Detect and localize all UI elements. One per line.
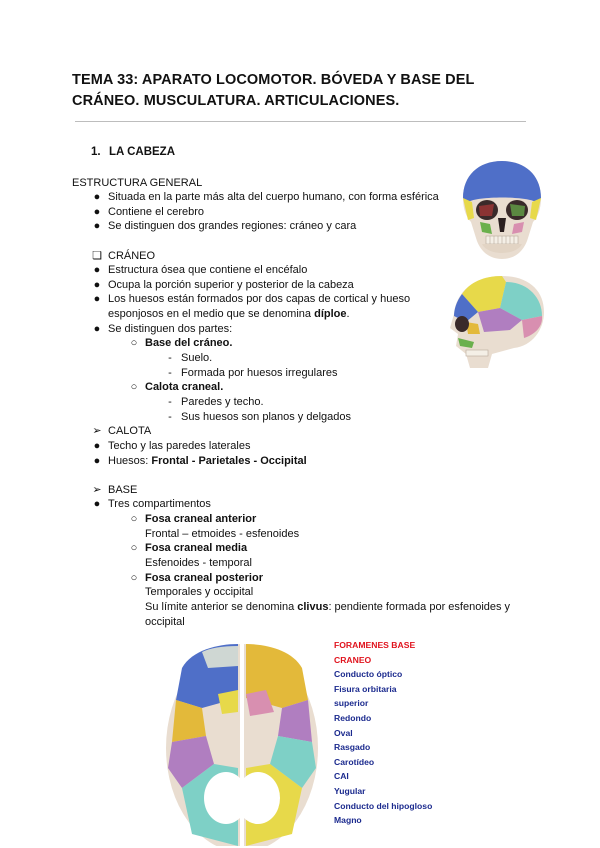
list-item: ● Situada en la parte más alta del cuerpo humano, con forma esférica	[108, 190, 439, 205]
list-item: ● Estructura ósea que contiene el encéfalo	[108, 263, 307, 278]
sub-item-calota: ○ Calota craneal.	[145, 380, 223, 395]
divider	[75, 121, 526, 122]
section-heading	[91, 146, 175, 158]
circle-bullet-icon: ○	[130, 337, 138, 349]
legend-item: Redondo	[334, 712, 372, 723]
legend-item: Fisura orbitaria	[334, 683, 397, 694]
dash-item: - Suelo.	[181, 351, 212, 366]
craneo-heading: ❏ CRÁNEO	[108, 249, 155, 264]
legend-item: Conducto del hipogloso	[334, 800, 433, 811]
dash-item: - Formada por huesos irregulares	[181, 366, 338, 381]
bullet-icon: ●	[93, 498, 101, 510]
list-item: ● Se distinguen dos grandes regiones: cráneo y cara	[108, 219, 356, 234]
legend-heading: CRANEO	[334, 654, 372, 665]
dash-item: - Sus huesos son planos y delgados	[181, 410, 351, 425]
sub-item-base: ○ Base del cráneo.	[145, 336, 232, 351]
fosa-anterior-desc: Frontal – etmoides - esfenoides	[145, 528, 300, 540]
legend-item: CAI	[334, 771, 349, 782]
estructura-heading: ESTRUCTURA GENERAL	[72, 177, 203, 189]
page-title: TEMA 33: APARATO LOCOMOTOR. BÓVEDA Y BASE DEL CRÁNEO. MUSCULATURA. ARTICULACIONES.	[72, 72, 475, 109]
legend-item: Carotídeo	[334, 756, 375, 767]
fosa-anterior: ○ Fosa craneal anterior	[145, 512, 256, 527]
bullet-icon: ●	[93, 440, 101, 452]
fosa-media-desc: Esfenoides - temporal	[145, 557, 252, 569]
arrow-bullet-icon: ➢	[92, 484, 102, 496]
fosa-media: ○ Fosa craneal media	[145, 541, 247, 556]
term-clivus: clivus	[297, 601, 329, 613]
legend-heading: FORAMENES BASE	[334, 640, 416, 650]
foramenes-legend	[334, 638, 432, 828]
list-item-continuation: esponjosos en el medio que se denomina díploe.	[108, 308, 350, 320]
legend-item: Rasgado	[334, 742, 371, 753]
skull-front-illustration	[458, 158, 546, 262]
bullet-icon: ●	[93, 293, 101, 305]
term-diploe: díploe	[314, 308, 347, 320]
dash-item: - Paredes y techo.	[181, 395, 264, 410]
list-item: ● Techo y las paredes laterales	[108, 439, 250, 454]
legend-item: superior	[334, 698, 369, 709]
list-item: ● Se distinguen dos partes:	[108, 322, 232, 337]
bullet-icon: ●	[93, 220, 101, 232]
circle-bullet-icon: ○	[130, 513, 138, 525]
bullet-icon: ●	[93, 455, 101, 467]
dash-icon: -	[168, 352, 172, 364]
legend-item: Magno	[334, 815, 362, 826]
bullet-icon: ●	[93, 206, 101, 218]
section-label: LA CABEZA	[109, 146, 176, 158]
list-item: ● Contiene el cerebro	[108, 205, 204, 220]
skull-lateral-illustration	[444, 272, 548, 372]
list-item: ● Tres compartimentos	[108, 497, 211, 512]
calota-heading: ➢ CALOTA	[108, 424, 151, 439]
bullet-icon: ●	[93, 191, 101, 203]
dash-icon: -	[168, 367, 172, 379]
fosa-posterior: ○ Fosa craneal posterior	[145, 571, 263, 586]
clivus-line: Su límite anterior se denomina clivus: pendiente formada por esfenoides y	[145, 601, 511, 613]
list-item: ● Ocupa la porción superior y posterior de la cabeza	[108, 278, 354, 293]
skull-base-illustration	[162, 638, 322, 846]
circle-bullet-icon: ○	[130, 542, 138, 554]
bullet-icon: ●	[93, 323, 101, 335]
arrow-bullet-icon: ➢	[92, 425, 102, 437]
bullet-icon: ●	[93, 264, 101, 276]
base-heading: ➢ BASE	[108, 483, 137, 498]
legend-item: Conducto óptico	[334, 669, 403, 680]
clivus-line-2: occipital	[145, 616, 185, 628]
list-item: ● Huesos: Frontal - Parietales - Occipital	[108, 454, 307, 469]
dash-icon: -	[168, 396, 172, 408]
dash-icon: -	[168, 411, 172, 423]
circle-bullet-icon: ○	[130, 572, 138, 584]
fosa-posterior-desc: Temporales y occipital	[145, 586, 254, 598]
list-item: ● Los huesos están formados por dos capas de cortical y hueso	[108, 292, 410, 307]
circle-bullet-icon: ○	[130, 381, 138, 393]
legend-item: Oval	[334, 727, 353, 738]
section-number: 1.	[91, 146, 101, 158]
bullet-icon: ●	[93, 279, 101, 291]
legend-item: Yugular	[334, 785, 366, 796]
checkbox-icon: ❏	[92, 250, 102, 262]
